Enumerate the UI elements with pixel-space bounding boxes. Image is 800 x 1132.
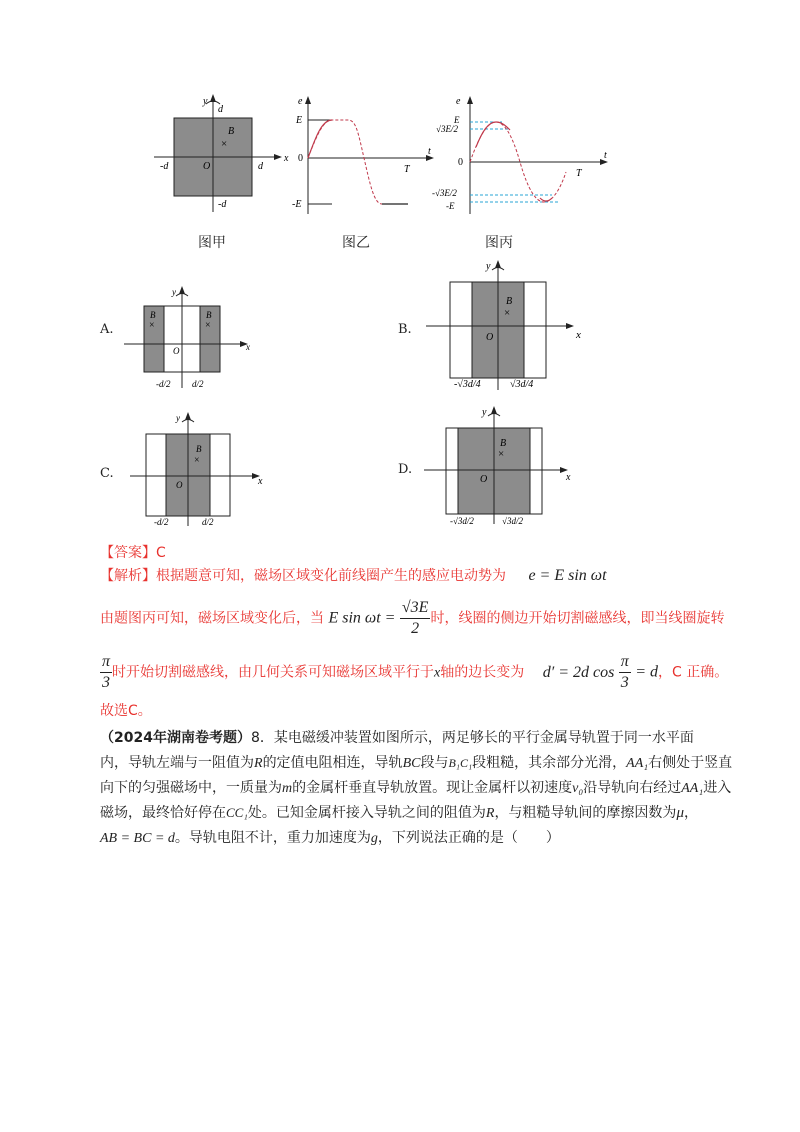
analysis-line-4: 故选C。 [100, 703, 152, 719]
svg-text:B: B [228, 126, 235, 137]
svg-text:√3E/2: √3E/2 [436, 124, 458, 134]
svg-text:t: t [604, 150, 607, 161]
question8-line-1: （2024年湖南卷考题）8．某电磁缓冲装置如图所示，两足够长的平行金属导轨置于同一水平面 [100, 730, 694, 746]
caption-bing: 图丙 [485, 235, 513, 251]
emf-curve [308, 120, 408, 204]
svg-text:d/2: d/2 [192, 379, 204, 389]
svg-text:T: T [404, 164, 410, 175]
svg-text:y: y [172, 287, 176, 297]
svg-text:×: × [205, 320, 211, 331]
figure-jia [148, 92, 298, 222]
svg-text:-E: -E [446, 201, 455, 211]
svg-text:O: O [176, 480, 183, 490]
svg-text:-d/2: -d/2 [154, 517, 169, 527]
svg-text:0: 0 [298, 153, 303, 164]
option-d-label[interactable]: D. [398, 462, 413, 477]
svg-text:×: × [149, 320, 155, 331]
caption-jia: 图甲 [198, 235, 226, 251]
svg-text:x: x [258, 476, 263, 487]
svg-text:x: x [576, 329, 581, 341]
svg-text:√3d/4: √3d/4 [510, 379, 534, 390]
option-b-label[interactable]: B. [398, 322, 412, 337]
question8-line-2: 内，导轨左端与一阻值为R的定值电阻相连，导轨BC段与B₁C₁段粗糙，其余部分光滑，AA₁右侧处于竖直 [100, 755, 733, 771]
svg-text:0: 0 [458, 157, 463, 168]
option-a-figure [120, 284, 260, 396]
question-number: 8． [250, 730, 274, 746]
svg-text:B: B [500, 438, 507, 449]
svg-text:B: B [196, 444, 202, 454]
option-c-label[interactable]: C. [100, 466, 114, 481]
fraction-sqrt3E-over-2: $\frac{√3E}{2}$ [401, 599, 429, 637]
svg-text:×: × [221, 138, 228, 150]
svg-text:d/2: d/2 [202, 517, 214, 527]
svg-text:O: O [480, 474, 488, 485]
svg-text:-E: -E [292, 199, 302, 210]
svg-text:y: y [203, 96, 208, 107]
svg-text:y: y [176, 413, 180, 423]
svg-text:e: e [456, 96, 461, 107]
answer-label: 【答案】 [100, 545, 156, 561]
analysis-label: 【解析】 [100, 568, 156, 584]
figure-yi [290, 92, 440, 222]
option-c-figure [126, 410, 276, 530]
svg-text:x: x [566, 472, 571, 483]
svg-text:-d: -d [218, 199, 227, 210]
figure-bing [432, 92, 622, 222]
option-a-label[interactable]: A. [100, 322, 114, 337]
svg-text:B: B [150, 310, 156, 320]
svg-text:O: O [486, 332, 494, 343]
svg-text:×: × [498, 448, 505, 460]
answer-line [100, 542, 166, 564]
svg-text:T: T [576, 168, 582, 179]
svg-text:x: x [246, 342, 250, 352]
svg-text:O: O [203, 161, 211, 172]
question8-line-3: 向下的匀强磁场中，一质量为m的金属杆垂直导轨放置。现让金属杆以初速度v₀沿导轨向右经过AA₁进入 [100, 780, 732, 796]
analysis-line-3: $\frac{\pi}{3}$ 时开始切割磁感线，由几何关系可知磁场区域平行于x轴的边长变为 d′ = 2d cos $\frac{\pi}{3}$ = d，C 正确。 [102, 653, 729, 691]
svg-text:-√3E/2: -√3E/2 [432, 188, 457, 198]
analysis-line-2: 由题图丙可知，磁场区域变化后，当 E sin ωt = $\frac{√3E}{2}$ 时，线圈的侧边开始切割磁感线，即当线圈旋转 [100, 599, 725, 637]
question8-line-4: 磁场，最终恰好停在CC₁处。已知金属杆接入导轨之间的阻值为R，与粗糙导轨间的摩擦因数为μ， [100, 805, 698, 821]
svg-text:t: t [428, 146, 431, 157]
svg-text:E: E [454, 115, 460, 125]
option-d-figure [420, 404, 590, 530]
svg-text:-d: -d [160, 161, 169, 172]
svg-text:×: × [504, 307, 511, 319]
option-b-figure [420, 258, 590, 396]
fraction-pi-over-3-cos: $\frac{\pi}{3}$ [620, 653, 629, 691]
answer-value: C [156, 545, 166, 561]
svg-text:x: x [284, 153, 289, 164]
svg-text:E: E [296, 115, 303, 126]
svg-text:-d/2: -d/2 [156, 379, 171, 389]
svg-text:√3d/2: √3d/2 [502, 516, 523, 526]
formula-emf: e = E sin ωt [528, 567, 607, 584]
svg-text:-√3d/4: -√3d/4 [454, 379, 481, 390]
svg-text:y: y [482, 407, 487, 418]
svg-text:d: d [258, 161, 263, 172]
svg-text:B: B [506, 296, 513, 307]
svg-text:-√3d/2: -√3d/2 [450, 516, 474, 526]
svg-text:×: × [194, 455, 200, 466]
analysis-line-1: 【解析】根据题意可知，磁场区域变化前线圈产生的感应电动势为 e = E sin ωt [100, 567, 607, 584]
svg-text:O: O [173, 346, 180, 356]
svg-text:e: e [298, 96, 303, 107]
svg-text:B: B [206, 310, 212, 320]
svg-text:y: y [486, 261, 491, 272]
svg-text:d: d [218, 104, 223, 115]
question8-line-5: AB = BC = d。导轨电阻不计，重力加速度为g，下列说法正确的是（ ） [100, 830, 560, 846]
fraction-pi-over-3: $\frac{\pi}{3}$ [102, 653, 111, 691]
question-source: （2024年湖南卷考题） [100, 730, 251, 746]
caption-yi: 图乙 [342, 235, 370, 251]
